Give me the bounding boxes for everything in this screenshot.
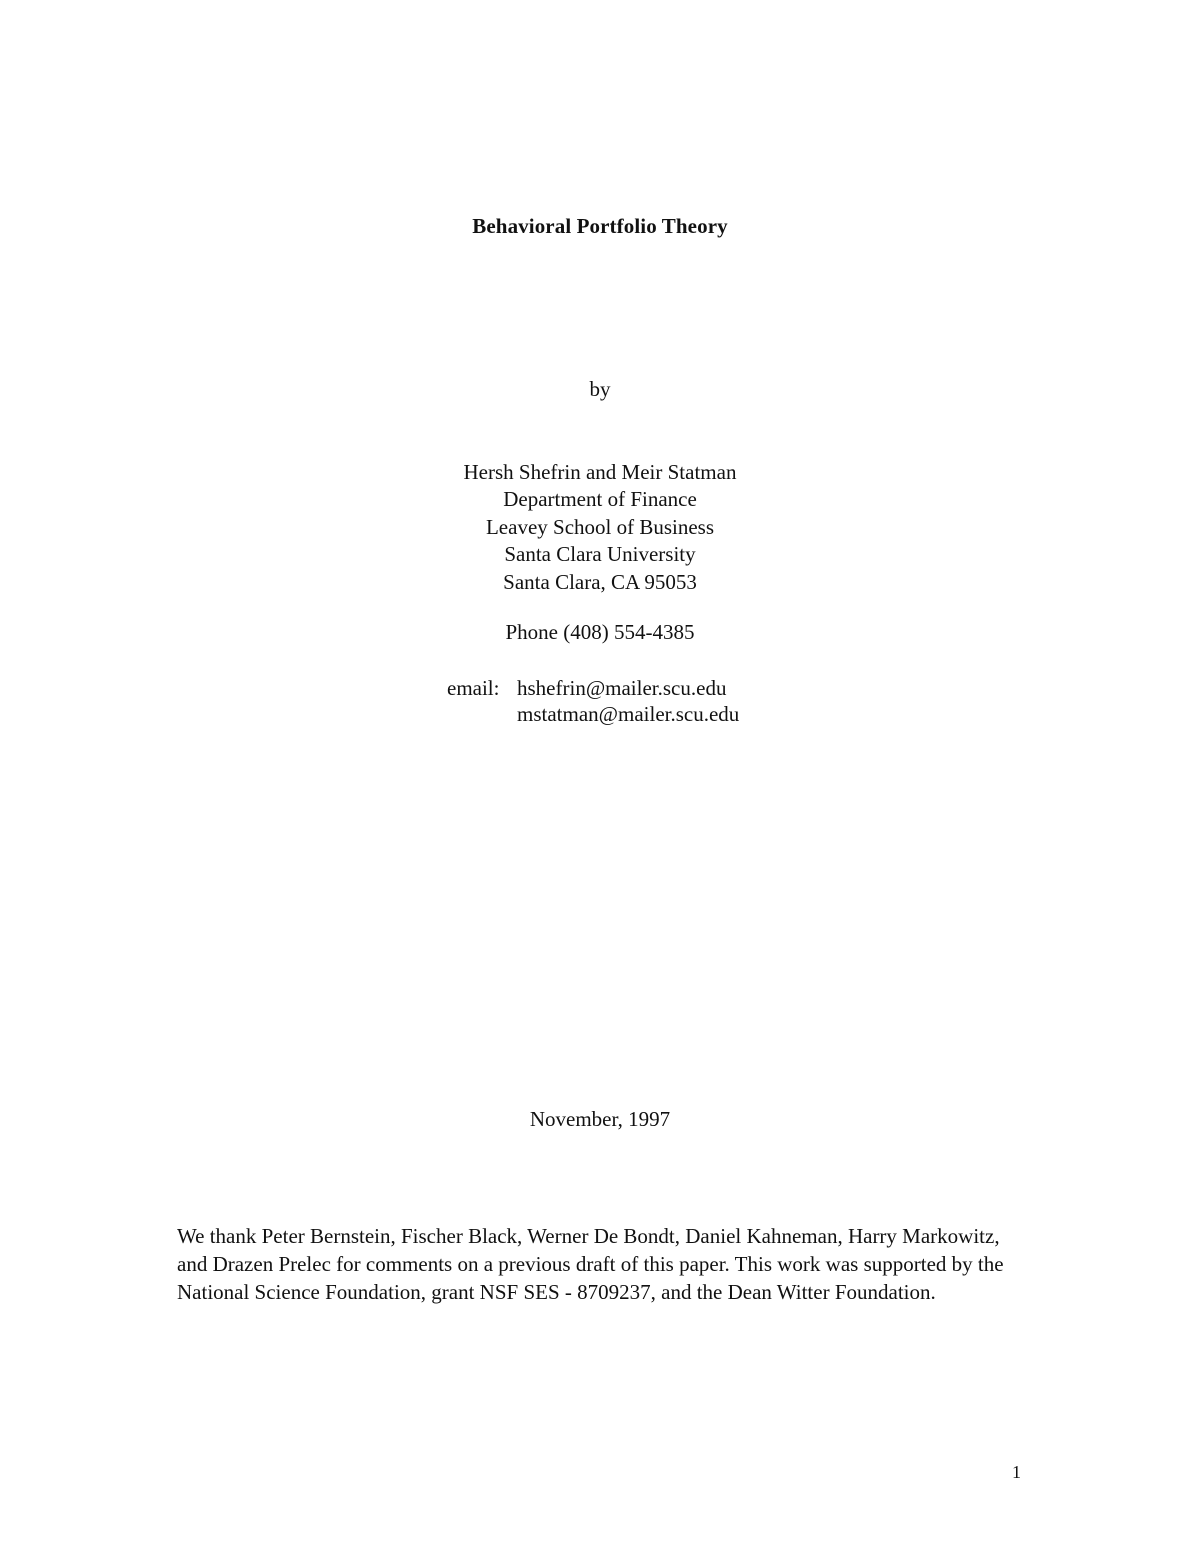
university: Santa Clara University [504, 542, 696, 567]
page-number: 1 [1012, 1462, 1021, 1482]
paper-date: November, 1997 [529, 1107, 671, 1131]
email-label: email: [447, 676, 500, 700]
paper-title: Behavioral Portfolio Theory [472, 214, 728, 238]
email-address-1: hshefrin@mailer.scu.edu [517, 676, 727, 700]
department: Department of Finance [503, 487, 697, 512]
phone-number: Phone (408) 554-4385 [505, 620, 695, 644]
byline-by: by [589, 377, 611, 401]
email-block [447, 675, 739, 727]
author-names: Hersh Shefrin and Meir Statman [463, 460, 737, 484]
address: Santa Clara, CA 95053 [503, 569, 697, 594]
author-block [0, 459, 1200, 596]
email-spacer [447, 701, 517, 727]
acknowledgment-paragraph: We thank Peter Bernstein, Fischer Black, Werner De Bondt, Daniel Kahneman, Harry Markowitz, and Drazen Prelec for comments on a previous draft of this paper. This work was supported by the National Science Foundation, grant NSF SES - 8709237, and the Dean Witter Foundation. [177, 1224, 1004, 1304]
email-address-2: mstatman@mailer.scu.edu [517, 702, 740, 726]
school: Leavey School of Business [485, 514, 715, 539]
